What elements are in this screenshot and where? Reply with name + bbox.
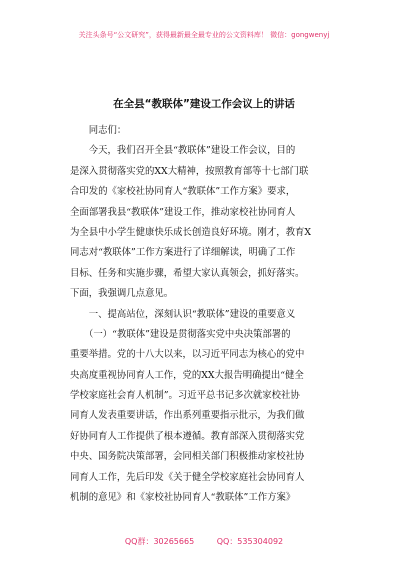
document-title: 在全县“教联体”建设工作会议上的讲话 bbox=[113, 98, 295, 110]
text-line: 同育人工作，先后印发《关于健全学校家庭社会协同育人 bbox=[70, 471, 305, 483]
footer-contact bbox=[0, 536, 408, 547]
text-line: 合印发的《家校社协同育人“教联体”工作方案》要求， bbox=[70, 186, 296, 198]
text-line: 今天，我们召开全县“教联体”建设工作会议，目的 bbox=[70, 145, 296, 157]
text-line: 全面部署我县“教联体”建设工作，推动家校社协同育人 bbox=[70, 206, 296, 218]
text-line: 机制的意见》和《家校社协同育人“教联体”工作方案》 bbox=[70, 492, 296, 504]
text-line: 目标、任务和实施步骤，希望大家认真领会，抓好落实。 bbox=[70, 267, 305, 279]
document-body bbox=[70, 121, 352, 508]
text-line: 为全县中小学生健康快乐成长创造良好环境。刚才，教育X bbox=[70, 226, 312, 238]
text-line: 同育人发表重要讲话，作出系列重要指示批示，为我们做 bbox=[70, 410, 305, 422]
footer-qq-group: QQ群：30265665 bbox=[124, 537, 195, 546]
text-line: 重要举措。党的十八大以来，以习近平同志为核心的党中 bbox=[70, 349, 305, 361]
text-line: 央高度重视协同育人工作，党的XX大报告明确提出“健全 bbox=[70, 369, 304, 381]
text-line: 好协同育人工作提供了根本遵循。教育部深入贯彻落实党 bbox=[70, 430, 305, 442]
text-line: 下面，我强调几点意见。 bbox=[70, 288, 174, 300]
text-line: 中央、国务院决策部署，会同相关部门积极推动家校社协 bbox=[70, 451, 305, 463]
text-line: 同志们： bbox=[70, 125, 127, 136]
text-line: 是深入贯彻落实党的XX大精神，按照教育部等十七部门联 bbox=[70, 165, 309, 177]
header-banner: 关注头条号“公文研究”，获得最新最全最专业的公文资料库！ 微信：gongwenyj bbox=[78, 31, 330, 39]
footer-qq-number: QQ：535304092 bbox=[216, 537, 284, 546]
text-line: 学校家庭社会育人机制”。习近平总书记多次就家校社协 bbox=[70, 390, 300, 402]
section-heading: 一、提高站位，深刻认识“教联体”建设的重要意义 bbox=[70, 308, 296, 320]
text-line: （一）“教联体”建设是贯彻落实党中央决策部署的 bbox=[70, 328, 291, 340]
text-line: 同志对“教联体”工作方案进行了详细解读，明确了工作 bbox=[70, 247, 296, 259]
